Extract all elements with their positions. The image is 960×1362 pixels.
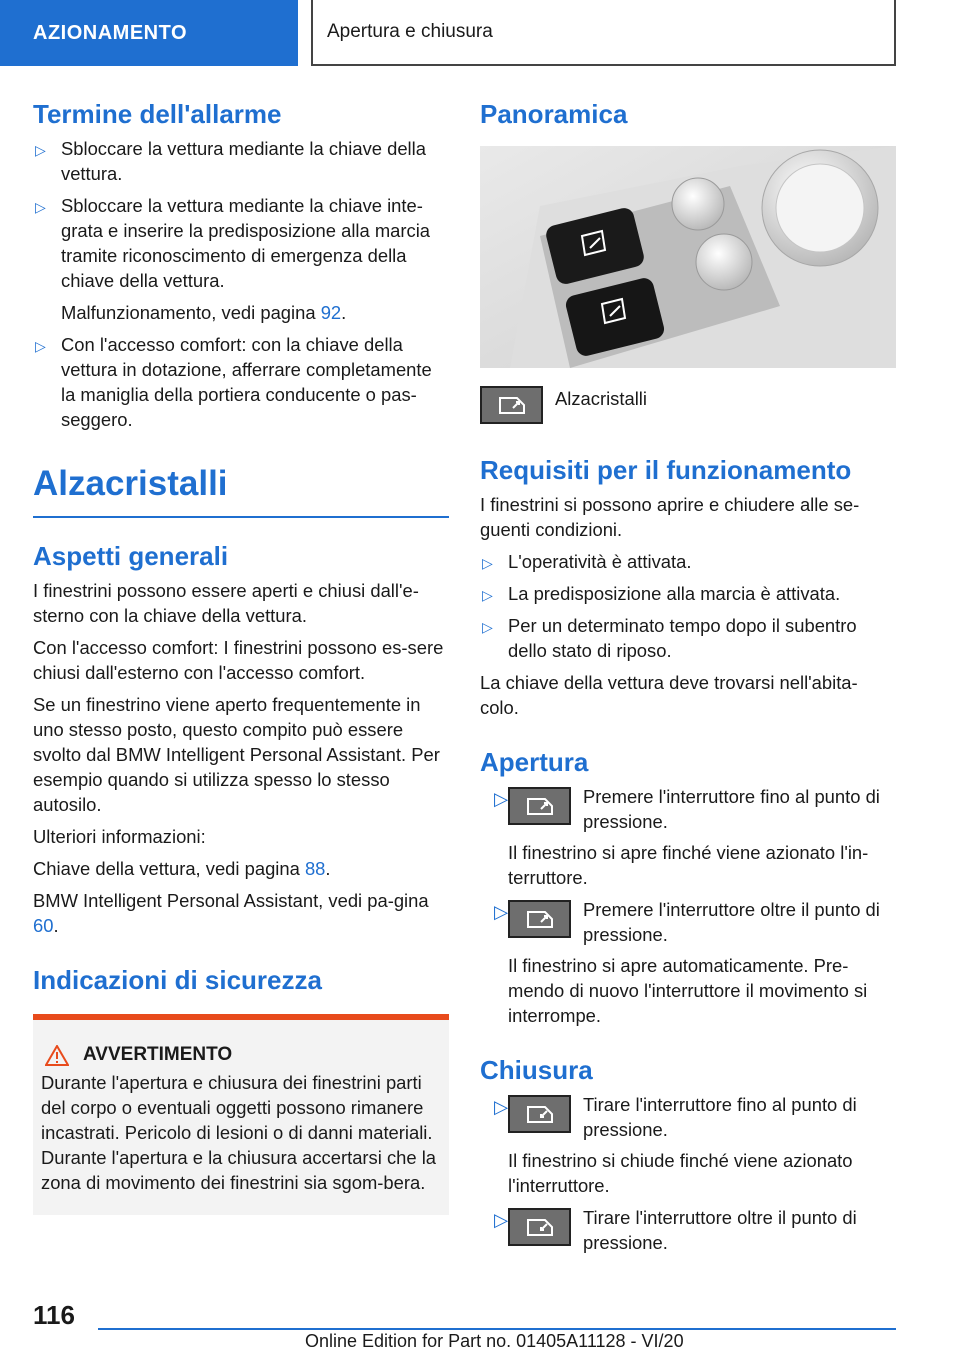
triangle-right-icon: ▷ bbox=[482, 587, 493, 603]
window-switch-photo bbox=[480, 146, 896, 368]
triangle-right-icon: ▷ bbox=[35, 142, 46, 158]
list-item: ▷ La predisposizione alla marcia è attivata. bbox=[480, 581, 896, 606]
triangle-right-icon: ▷ bbox=[35, 199, 46, 215]
list-item: ▷ Sbloccare la vettura mediante la chiave della vettura. bbox=[35, 138, 426, 184]
symbol-caption: Alzacristalli bbox=[555, 388, 647, 409]
window-switch-icon bbox=[508, 1095, 571, 1133]
warning-text: Durante l'apertura e chiusura dei finestrini parti del corpo o eventuali oggetti possono rimanere incastrati. Pericolo di lesioni o di danni materiali. Durante l'apertura e la chiusura accertarsi che la zona di movimento dei finestrini sia sgom-bera. bbox=[41, 1072, 437, 1193]
warning-triangle-icon bbox=[45, 1045, 69, 1066]
triangle-right-icon: ▷ bbox=[494, 1096, 509, 1117]
list-item: ▷ Tirare l'interruttore fino al punto di pressione. bbox=[494, 1094, 857, 1140]
page-number: 116 bbox=[33, 1300, 75, 1330]
chapter-title: Apertura e chiusura bbox=[327, 21, 493, 42]
edition-text: Online Edition for Part no. 01405A11128 - VI/20 bbox=[305, 1331, 684, 1351]
key-ref: Chiave della vettura, vedi pagina 88. bbox=[33, 858, 331, 879]
chapter-tab bbox=[311, 0, 896, 66]
result-text: Il finestrino si apre finché viene azionato l'in-terruttore. bbox=[508, 842, 869, 888]
window-switch-icon bbox=[508, 1208, 571, 1246]
safety-heading: Indicazioni di sicurezza bbox=[33, 965, 322, 995]
requirements-note: La chiave della vettura deve trovarsi nell'abita-colo. bbox=[480, 672, 858, 718]
footer-divider bbox=[98, 1328, 896, 1330]
triangle-right-icon: ▷ bbox=[35, 338, 46, 354]
list-item: ▷ Con l'accesso comfort: con la chiave della vettura in dotazione, afferrare completamente la maniglia della portiera conducente o pas-seggero. bbox=[35, 334, 432, 430]
triangle-right-icon: ▷ bbox=[494, 1209, 509, 1230]
list-item: ▷ Per un determinato tempo dopo il subentro dello stato di riposo. bbox=[482, 615, 857, 661]
list-item: ▷ Premere l'interruttore fino al punto di pressione. bbox=[494, 786, 880, 832]
triangle-right-icon: ▷ bbox=[494, 788, 509, 809]
section-title: AZIONAMENTO bbox=[33, 21, 188, 44]
symbol-legend bbox=[480, 386, 896, 424]
warning-box bbox=[33, 1014, 449, 1215]
page-link-88[interactable]: 88 bbox=[304, 858, 326, 879]
triangle-right-icon: ▷ bbox=[494, 901, 509, 922]
triangle-right-icon: ▷ bbox=[482, 619, 493, 635]
list-item: ▷ Premere l'interruttore oltre il punto di pressione. bbox=[494, 899, 880, 945]
closing-heading: Chiusura bbox=[480, 1055, 593, 1085]
requirements-heading: Requisiti per il funzionamento bbox=[480, 455, 852, 485]
triangle-right-icon: ▷ bbox=[482, 555, 493, 571]
general-text-1: I finestrini possono essere aperti e chiusi dall'e-sterno con la chiave della vettura. bbox=[33, 580, 419, 626]
general-heading: Aspetti generali bbox=[33, 541, 229, 571]
list-item: ▷ Sbloccare la vettura mediante la chiave inte-grata e inserire la predisposizione alla marcia tramite riconoscimento di emergenza della chiave della vettura. bbox=[35, 195, 431, 291]
window-switch-icon bbox=[508, 787, 571, 825]
left-column bbox=[33, 98, 449, 1215]
general-text-2: Con l'accesso comfort: I finestrini possono es-sere chiusi dall'esterno con l'accesso comfort. bbox=[33, 637, 444, 683]
general-text-3: Se un finestrino viene aperto frequentemente in uno stesso posto, questo compito può essere svolto dal BMW Intelligent Personal Assistant. Per esempio quando si utilizza spesso lo stesso autosilo. bbox=[33, 694, 440, 815]
page-link-60[interactable]: 60 bbox=[33, 915, 54, 936]
opening-heading: Apertura bbox=[480, 747, 589, 777]
warning-label: AVVERTIMENTO bbox=[83, 1044, 233, 1065]
requirements-intro: I finestrini si possono aprire e chiudere alle se-guenti condizioni. bbox=[480, 494, 860, 540]
page-link-92[interactable]: 92 bbox=[320, 302, 342, 323]
section-tab bbox=[0, 0, 298, 66]
result-text: Il finestrino si apre automaticamente. Pre-mendo di nuovo l'interruttore il movimento si interrompe. bbox=[508, 955, 868, 1026]
list-item: ▷ L'operatività è attivata. bbox=[480, 549, 896, 574]
right-column bbox=[480, 98, 896, 1261]
window-heading: Alzacristalli bbox=[33, 462, 449, 518]
alarm-heading: Termine dell'allarme bbox=[33, 99, 282, 129]
general-text-4: Ulteriori informazioni: bbox=[33, 826, 206, 847]
list-item: ▷ Tirare l'interruttore oltre il punto di pressione. bbox=[494, 1207, 857, 1253]
malfunction-ref: Malfunzionamento, vedi pagina 92. bbox=[61, 302, 347, 323]
window-switch-icon bbox=[480, 386, 543, 424]
window-switch-icon bbox=[508, 900, 571, 938]
assistant-ref: BMW Intelligent Personal Assistant, vedi pa-gina 60. bbox=[33, 890, 429, 936]
result-text: Il finestrino si chiude finché viene azionato l'interruttore. bbox=[508, 1150, 853, 1196]
overview-heading: Panoramica bbox=[480, 99, 628, 129]
